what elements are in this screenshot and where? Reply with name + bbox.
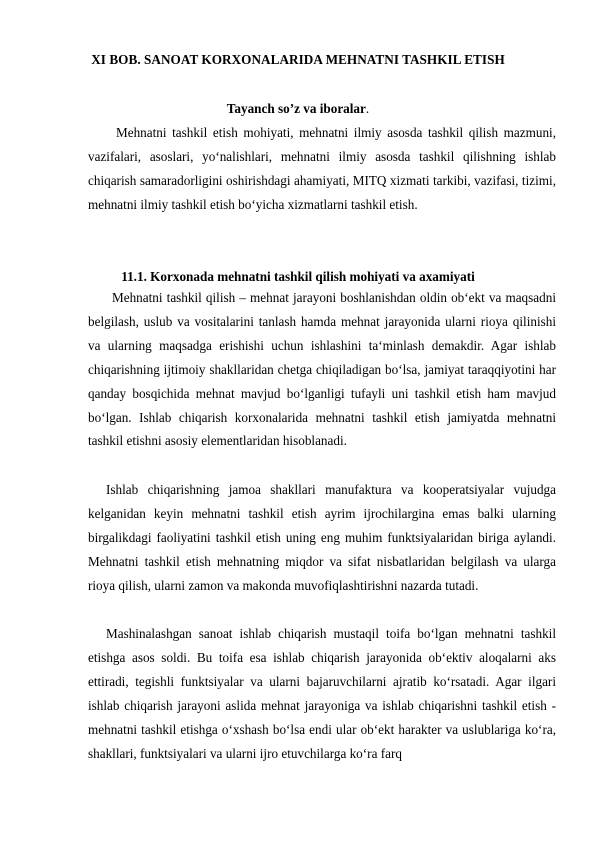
- body-paragraph-1: Mehnatni tashkil qilish – mehnat jarayoni boshlanishdan oldin ob‘ekt va maqsadni belgilash, uslub va vositalarini tanlash hamda mehnat jarayonida ularni rioya qilinishi va ularning maqsadga erishishi uchun ishlashini ta‘minlash demakdir. Agar ishlab chiqarishning ijtimoiy shakllaridan chetga chiqiladigan bo‘lsa, jamiyat taraqqiyotini har qanday bosqichida mehnat mavjud bo‘lganligi tufayli uni tashkil etish ham mavjud bo‘lgan. Ishlab chiqarish korxonalarida mehnatni tashkil etish jamiyatda mehnatni tashkil etishni asosiy elementlaridan hisoblanadi.: [88, 290, 556, 449]
- keywords-heading-suffix: .: [365, 101, 370, 116]
- keywords-heading: [0, 101, 596, 117]
- keywords-paragraph: Mehnatni tashkil etish mohiyati, mehnatni ilmiy asosda tashkil qilish mazmuni, vazifalari, asoslari, yo‘nalishlari, mehnatni ilmiy asosda tashkil qilishning ishlab chiqarish samaradorligini oshirishdagi ahamiyati, MITQ xizmati tarkibi, vazifasi, tizimi, mehnatni ilmiy tashkil etish bo‘yicha xizmatlarni tashkil etish.: [88, 125, 556, 212]
- chapter-title: XI BOB. SANOAT KORXONALARIDA MEHNATNI TASHKIL ETISH: [91, 52, 505, 67]
- body-paragraph-2: Ishlab chiqarishning jamoa shakllari manufaktura va kooperatsiyalar vujudga kelganidan keyin mehnatni tashkil etish ayrim ijrochilargina emas balki ularning birgalikdagi faoliyatini tashkil etish uning eng muhim funktsiyalaridan biriga aylandi. Mehnatni tashkil etish mehnatning miqdor va sifat nisbatlaridan belgilash va ularga rioya qilish, ularni zamon va makonda muvofiqlashtirishni nazarda tutadi.: [88, 482, 556, 593]
- body-paragraph-3: Mashinalashgan sanoat ishlab chiqarish mustaqil toifa bo‘lgan mehnatni tashkil etishga asos soldi. Bu toifa esa ishlab chiqarish jarayonida ob‘ektiv aloqalarni aks ettiradi, tegishli funktsiyalar va ularni bajaruvchilarni ajratib ko‘rsatadi. Agar ilgari ishlab chiqarish jarayoni aslida mehnat jarayoniga va ishlab chiqarishni tashkil etish - mehnatni tashkil etishga o‘xshash bo‘lsa endi ular ob‘ekt harakter va uslublariga ko‘ra, shakllari, funktsiyalari va ularni ijro etuvchilarga ko‘ra farq: [88, 626, 556, 761]
- keywords-heading-text: Tayanch so’z va iboralar: [226, 101, 366, 116]
- section-title: 11.1. Korxonada mehnatni tashkil qilish mohiyati va axamiyati: [121, 269, 475, 284]
